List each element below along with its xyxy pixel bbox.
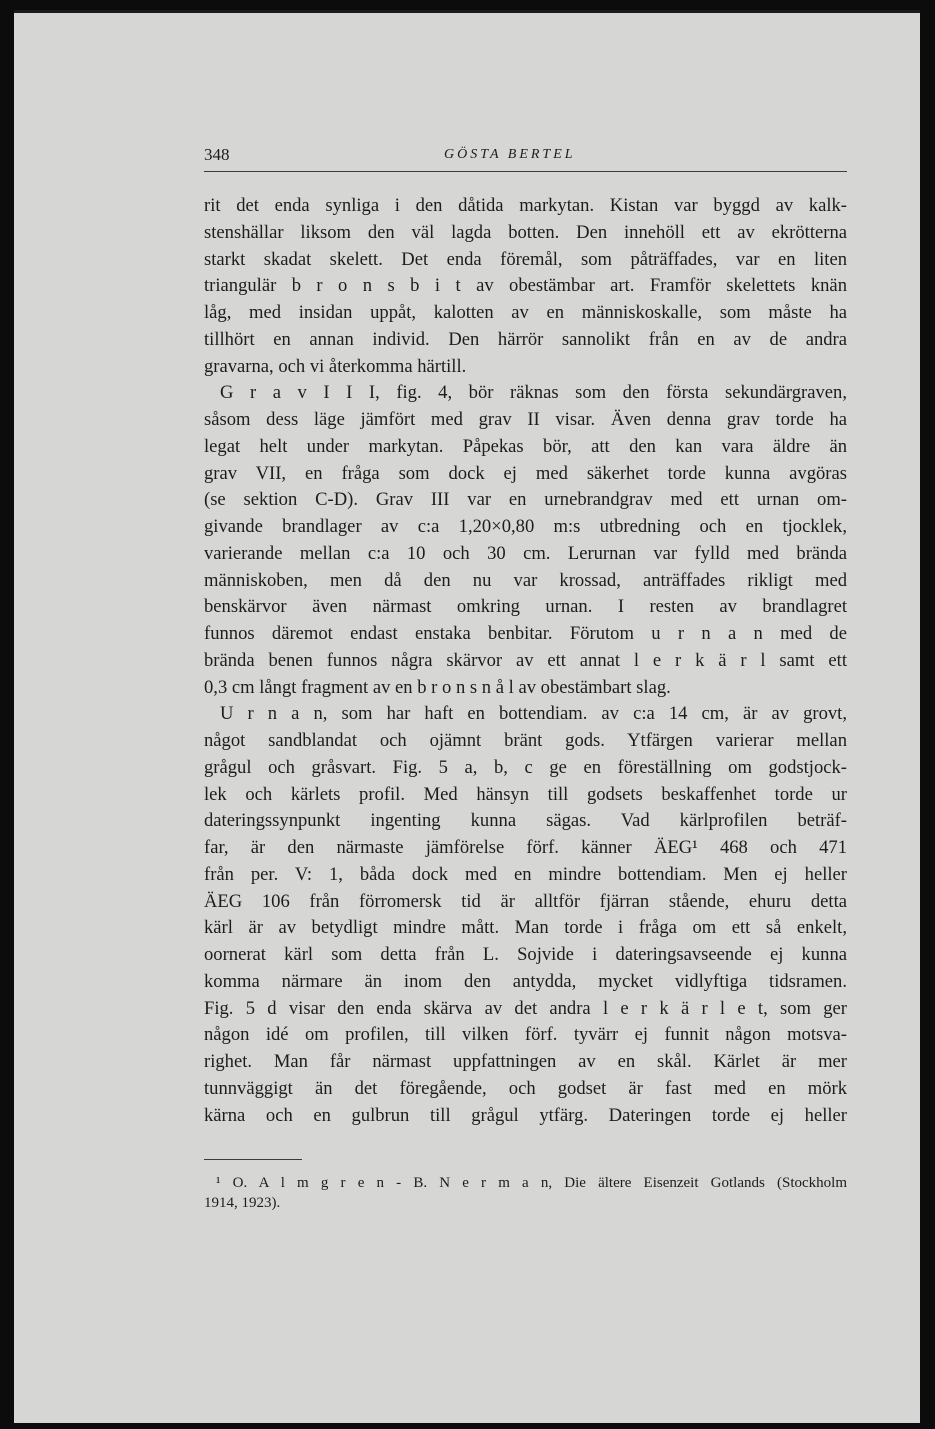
text-line: stenshällar liksom den väl lagda botten. Den innehöll ett av ekrötterna xyxy=(204,221,847,243)
text-line: något sandblandat och ojämnt bränt gods. Ytfärgen varierar mellan xyxy=(204,730,847,751)
text-line: tunnväggigt än det föregående, och godset är fast med en mörk xyxy=(204,1077,847,1099)
running-head: GÖSTA BERTEL xyxy=(444,147,576,162)
text-line: varierande mellan c:a 10 och 30 cm. Lerurnan var fylld med brända xyxy=(204,542,847,564)
text-line: människoben, men då den nu var krossad, anträffades rikligt med xyxy=(204,569,847,591)
text-line: låg, med insidan uppåt, kalotten av en människoskalle, som måste ha xyxy=(204,302,847,323)
text-line: benskärvor även närmast omkring urnan. I resten av brandlagret xyxy=(204,596,847,618)
text-line: triangulär b r o n s b i t av obestämbar art. Framför skelettets knän xyxy=(204,275,847,297)
text-line: kärl är av betydligt mindre mått. Man torde i fråga om ett så enkelt, xyxy=(204,917,847,939)
text-line: rit det enda synliga i den dåtida markytan. Kistan var byggd av kalk- xyxy=(204,195,847,216)
page-header xyxy=(204,145,847,172)
text-line: såsom dess läge jämfört med grav II visar. Även denna grav torde ha xyxy=(204,409,847,430)
text-line: (se sektion C-D). Grav III var en urnebrandgrav med ett urnan om- xyxy=(204,489,847,511)
text-line: starkt skadat skelett. Det enda föremål, som påträffades, var en liten xyxy=(204,248,847,270)
text-line: 0,3 cm långt fragment av en b r o n s n å l av obestämbart slag. xyxy=(204,676,671,698)
text-line: tillhört en annan individ. Den härrör sannolikt från en av de andra xyxy=(204,328,847,350)
text-line: righet. Man får närmast uppfattningen av en skål. Kärlet är mer xyxy=(204,1051,847,1072)
scanned-page xyxy=(14,10,920,1423)
text-line: från per. V: 1, båda dock med en mindre bottendiam. Men ej heller xyxy=(204,863,847,885)
footnote-line: ¹ O. A l m g r e n - B. N e r m a n, Die ältere Eisenzeit Gotlands (Stockholm xyxy=(216,1175,847,1191)
footnote-line: 1914, 1923). xyxy=(204,1195,281,1211)
text-line: far, är den närmaste jämförelse förf. känner ÄEG¹ 468 och 471 xyxy=(204,837,847,858)
text-line: oornerat kärl som detta från L. Sojvide i dateringsavseende ej kunna xyxy=(204,944,847,965)
text-line: U r n a n, som har haft en bottendiam. av c:a 14 cm, är av grovt, xyxy=(220,703,847,725)
page-number: 348 xyxy=(204,145,230,164)
text-line: G r a v I I I, fig. 4, bör räknas som den första sekundärgraven, xyxy=(220,382,847,404)
text-line: grågul och gråsvart. Fig. 5 a, b, c ge en föreställning om godstjock- xyxy=(204,756,847,778)
text-line: kärna och en gulbrun till grågul ytfärg. Dateringen torde ej heller xyxy=(204,1104,847,1126)
text-line: någon idé om profilen, till vilken förf. tyvärr ej funnit någon motsva- xyxy=(204,1024,847,1046)
text-line: givande brandlager av c:a 1,20×0,80 m:s utbredning och en tjocklek, xyxy=(204,516,847,537)
text-line: grav VII, en fråga som dock ej med säkerhet torde kunna avgöras xyxy=(204,462,847,484)
text-line: Fig. 5 d visar den enda skärva av det andra l e r k ä r l e t, som ger xyxy=(204,997,847,1019)
text-line: ÄEG 106 från förromersk tid är alltför fjärran stående, ehuru detta xyxy=(204,890,847,912)
text-line: funnos däremot endast enstaka benbitar. Förutom u r n a n med de xyxy=(204,623,847,644)
body-text xyxy=(204,193,847,1129)
footnote-rule xyxy=(204,1159,302,1160)
text-line: legat helt under markytan. Påpekas bör, att den kan vara äldre än xyxy=(204,435,847,457)
text-line: brända benen funnos några skärvor av ett annat l e r k ä r l samt ett xyxy=(204,649,847,671)
text-line: komma närmare än inom den antydda, mycket vidlyftiga tidsramen. xyxy=(204,970,847,992)
text-line: lek och kärlets profil. Med hänsyn till godsets beskaffenhet torde ur xyxy=(204,783,847,805)
text-line: gravarna, och vi återkomma härtill. xyxy=(204,355,467,377)
footnote xyxy=(204,1173,847,1213)
text-line: dateringssynpunkt ingenting kunna sägas. Vad kärlprofilen beträf- xyxy=(204,810,847,832)
